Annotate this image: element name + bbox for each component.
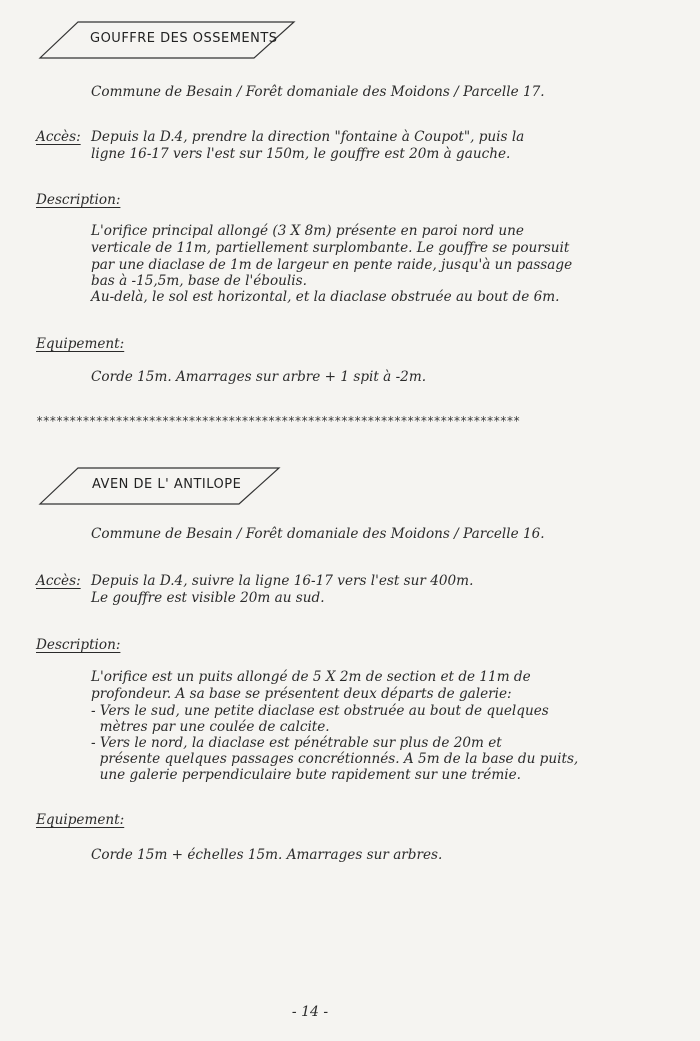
description-line: L'orifice principal allongé (3 X 8m) présente en paroi nord une bbox=[91, 223, 524, 239]
equipement-line: Corde 15m + échelles 15m. Amarrages sur arbres. bbox=[91, 847, 443, 863]
acces-line: ligne 16-17 vers l'est sur 150m, le gouffre est 20m à gauche. bbox=[91, 146, 511, 162]
description-line: par une diaclase de 1m de largeur en pente raide, jusqu'à un passage bbox=[91, 257, 573, 273]
description-label: Description: bbox=[36, 192, 121, 208]
section-title-box bbox=[38, 20, 298, 60]
description-line: verticale de 11m, partiellement surplombante. Le gouffre se poursuit bbox=[91, 240, 570, 256]
acces-label: Accès: bbox=[36, 129, 81, 145]
description-line: - Vers le nord, la diaclase est pénétrable sur plus de 20m et bbox=[91, 735, 502, 751]
description-line: présente quelques passages concrétionnés. A 5m de la base du puits, bbox=[91, 751, 579, 767]
description-line: bas à -15,5m, base de l'éboulis. bbox=[91, 273, 307, 289]
description-line: L'orifice est un puits allongé de 5 X 2m de section et de 11m de bbox=[91, 669, 531, 685]
description-label: Description: bbox=[36, 637, 121, 653]
acces-line: Le gouffre est visible 20m au sud. bbox=[91, 590, 325, 606]
equipement-label: Equipement: bbox=[36, 336, 125, 352]
acces-line: Depuis la D.4, suivre la ligne 16-17 vers l'est sur 400m. bbox=[91, 573, 474, 589]
acces-line: Depuis la D.4, prendre la direction "fontaine à Coupot", puis la bbox=[91, 129, 525, 145]
description-line: - Vers le sud, une petite diaclase est obstruée au bout de quelques bbox=[91, 703, 549, 719]
location-line: Commune de Besain / Forêt domaniale des Moidons / Parcelle 16. bbox=[91, 526, 545, 542]
section-title: GOUFFRE DES OSSEMENTS bbox=[90, 31, 278, 46]
description-line: profondeur. A sa base se présentent deux départs de galerie: bbox=[91, 686, 512, 702]
section-title: AVEN DE L' ANTILOPE bbox=[92, 477, 242, 492]
description-line: Au-delà, le sol est horizontal, et la diaclase obstruée au bout de 6m. bbox=[91, 289, 560, 305]
description-line: mètres par une coulée de calcite. bbox=[91, 719, 330, 735]
description-line: une galerie perpendiculaire bute rapidement sur une trémie. bbox=[91, 767, 521, 783]
page-number: - 14 - bbox=[291, 1004, 329, 1020]
equipement-label: Equipement: bbox=[36, 812, 125, 828]
location-line: Commune de Besain / Forêt domaniale des Moidons / Parcelle 17. bbox=[91, 84, 545, 100]
acces-label: Accès: bbox=[36, 573, 81, 589]
equipement-line: Corde 15m. Amarrages sur arbre + 1 spit à -2m. bbox=[91, 369, 427, 385]
separator: ************************************************************************* bbox=[36, 414, 520, 428]
section-title-box bbox=[38, 466, 283, 506]
